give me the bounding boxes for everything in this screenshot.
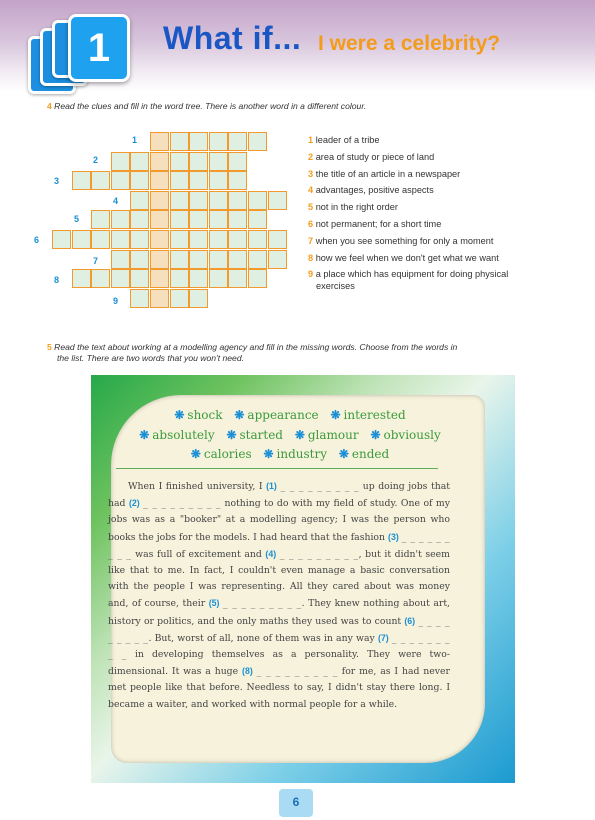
word-tree-cell[interactable] <box>150 230 169 249</box>
word-tree-cell[interactable] <box>268 250 287 269</box>
word-option: ❋ glamour <box>294 427 359 442</box>
instruction-text: Read the clues and fill in the word tree. There is another word in a different colour. <box>54 101 367 111</box>
word-tree-cell[interactable] <box>189 269 208 288</box>
gap-number: (7) <box>377 632 389 643</box>
answer-blank[interactable]: _ _ _ _ _ _ _ _ _ <box>108 632 450 661</box>
word-option: ❋ absolutely <box>139 427 215 442</box>
word-tree-cell[interactable] <box>150 171 169 190</box>
answer-blank[interactable]: _ _ _ _ _ _ _ _ _ <box>223 598 302 610</box>
word-tree-cell[interactable] <box>52 230 71 249</box>
word-list <box>100 406 480 465</box>
star-icon: ❋ <box>370 427 381 442</box>
word-tree-cell[interactable] <box>248 132 267 151</box>
word-tree-cell[interactable] <box>170 132 189 151</box>
word-row <box>100 406 480 426</box>
word-tree-cell[interactable] <box>111 152 130 171</box>
word-tree-cell[interactable] <box>130 171 149 190</box>
word-row <box>100 445 480 465</box>
word-tree-cell[interactable] <box>209 269 228 288</box>
word-tree-cell[interactable] <box>189 210 208 229</box>
word-tree-cell[interactable] <box>111 250 130 269</box>
word-tree-cell[interactable] <box>170 289 189 308</box>
word-tree-cell[interactable] <box>268 230 287 249</box>
word-tree-cell[interactable] <box>209 132 228 151</box>
star-icon: ❋ <box>226 427 237 442</box>
word-tree-cell[interactable] <box>91 269 110 288</box>
star-icon: ❋ <box>174 408 185 422</box>
instruction-text: the list. There are two words that you won't need. <box>57 353 244 363</box>
word-tree-cell[interactable] <box>130 269 149 288</box>
word-row <box>100 426 480 446</box>
exercise4-instruction <box>47 101 366 112</box>
word-tree-cell[interactable] <box>150 289 169 308</box>
word-tree-cell[interactable] <box>111 171 130 190</box>
word-tree-cell[interactable] <box>189 171 208 190</box>
star-icon: ❋ <box>330 408 341 422</box>
clue-item: 3 the title of an article in a newspaper <box>308 168 461 179</box>
star-icon: ❋ <box>139 427 150 442</box>
word-option: ❋ industry <box>263 447 328 461</box>
word-option: ❋ ended <box>338 447 390 461</box>
star-icon: ❋ <box>190 447 201 461</box>
word-tree-cell[interactable] <box>111 269 130 288</box>
clue-item: 1 leader of a tribe <box>308 135 380 145</box>
word-tree-cell[interactable] <box>170 210 189 229</box>
exercise-number: 4 <box>47 101 52 111</box>
word-tree-cell[interactable] <box>228 171 247 190</box>
word-tree-cell[interactable] <box>130 289 149 308</box>
word-tree-cell[interactable] <box>189 132 208 151</box>
word-tree-cell[interactable] <box>248 230 267 249</box>
gap-number: (1) <box>266 481 277 491</box>
word-tree-cell[interactable] <box>189 250 208 269</box>
word-tree-cell[interactable] <box>91 210 110 229</box>
clue-number-label: 1 <box>132 135 138 145</box>
clue-number-label: 8 <box>54 275 60 285</box>
word-tree-cell[interactable] <box>72 230 91 249</box>
page-subtitle: I were a celebrity? <box>318 32 501 55</box>
star-icon: ❋ <box>338 447 349 461</box>
word-tree-cell[interactable] <box>248 269 267 288</box>
clue-number-label: 2 <box>93 155 99 165</box>
word-tree-cell[interactable] <box>111 230 130 249</box>
exercise-number: 5 <box>47 342 52 352</box>
clue-item: 6 not permanent; for a short time <box>308 218 442 229</box>
word-tree-cell[interactable] <box>228 269 247 288</box>
word-tree-cell[interactable] <box>170 191 189 210</box>
clue-number-label: 5 <box>74 214 80 224</box>
word-tree-cell[interactable] <box>209 171 228 190</box>
word-tree-cell[interactable] <box>130 191 149 210</box>
clue-number-label: 6 <box>34 235 40 245</box>
word-tree-cell[interactable] <box>130 152 149 171</box>
page-title: What if... <box>163 20 302 56</box>
word-tree-cell[interactable] <box>209 250 228 269</box>
word-option: ❋ interested <box>330 408 406 422</box>
word-tree-cell[interactable] <box>228 210 247 229</box>
clue-item: 9 a place which has equipment for doing physical exercises <box>308 269 509 292</box>
clue-item: 8 how we feel when we don't get what we want <box>308 252 499 263</box>
word-tree-cell[interactable] <box>72 171 91 190</box>
clue-list <box>308 132 540 292</box>
word-tree-cell[interactable] <box>189 289 208 308</box>
gap-number: (2) <box>128 498 140 509</box>
answer-blank[interactable]: _ _ _ _ _ _ _ _ _ <box>108 531 451 560</box>
word-tree-cell[interactable] <box>228 250 247 269</box>
word-tree-cell[interactable] <box>189 230 208 249</box>
gap-number: (6) <box>404 615 416 626</box>
word-tree-cell[interactable] <box>150 152 169 171</box>
word-option: ❋ shock <box>174 408 223 422</box>
word-tree-cell[interactable] <box>72 269 91 288</box>
reading-text: When I finished university, I (1) _ _ _ _ _ _ _ _ _ up doing jobs that had (2) _ _ _ _ _ _ _ _ _ nothing to do with my field of study. One of my jobs was as a "booker" at a modelling agency; I was the person who books the jobs for the models. I had heard that the fashion (3) _ _ _ _ _ _ _ _ _ was full of excitement and (4) _ _ _ _ _ _ _ _ _, but it didn't seem like that to me. In fact, I couldn't even manage a basic conversation with the people I was representing. All they cared about was money and, of course, their (5) _ _ _ _ _ _ _ _ _. They knew nothing about art, history or politics, and the only maths they used was to count (6) _ _ _ _ _ _ _ _ _. But, worst of all, none of them was in any way (7) _ _ _ _ _ _ _ _ _ in developing themselves as a personality. They were two-dimensional. It was a huge (8) _ _ _ _ _ _ _ _ _ for me, as I had never met people like that before. Needless to say, I didn't stay there long. I became a waiter, and worked with normal people for a while. <box>108 481 451 710</box>
clue-item: 4 advantages, positive aspects <box>308 185 434 196</box>
clue-number-label: 4 <box>113 196 119 206</box>
star-icon: ❋ <box>263 447 274 461</box>
word-option: ❋ calories <box>190 447 252 461</box>
clue-item: 2 area of study or piece of land <box>308 151 435 162</box>
word-tree-cell[interactable] <box>268 191 287 210</box>
word-tree-cell[interactable] <box>170 250 189 269</box>
word-tree-cell[interactable] <box>91 171 110 190</box>
gap-number: (3) <box>388 531 399 542</box>
instruction-text: Read the text about working at a modelling agency and fill in the missing words. Choose from the words in <box>54 342 458 352</box>
word-tree-cell[interactable] <box>111 210 130 229</box>
word-tree-cell[interactable] <box>170 171 189 190</box>
word-tree-cell[interactable] <box>150 250 169 269</box>
word-tree-cell[interactable] <box>150 269 169 288</box>
unit-number-badge: 1 <box>68 14 130 82</box>
clue-number-label: 9 <box>113 296 119 306</box>
word-tree-cell[interactable] <box>189 152 208 171</box>
star-icon: ❋ <box>234 408 245 422</box>
word-tree-cell[interactable] <box>228 191 247 210</box>
clue-item: 7 when you see something for only a moment <box>308 235 494 246</box>
word-tree-cell[interactable] <box>130 230 149 249</box>
word-tree-cell[interactable] <box>209 152 228 171</box>
exercise5-instruction <box>47 342 457 364</box>
word-tree-cell[interactable] <box>209 230 228 249</box>
word-tree-cell[interactable] <box>150 191 169 210</box>
gap-number: (8) <box>242 666 253 677</box>
word-tree-cell[interactable] <box>248 250 267 269</box>
gap-number: (4) <box>265 548 277 559</box>
word-tree-cell[interactable] <box>209 191 228 210</box>
answer-blank[interactable]: _ _ _ _ _ _ _ _ _ <box>256 666 338 678</box>
word-tree-cell[interactable] <box>170 152 189 171</box>
word-tree-cell[interactable] <box>170 230 189 249</box>
word-option: ❋ obviously <box>370 427 441 442</box>
word-tree-cell[interactable] <box>170 269 189 288</box>
clue-number-label: 7 <box>93 256 99 266</box>
word-tree-cell[interactable] <box>91 230 110 249</box>
word-tree-cell[interactable] <box>228 152 247 171</box>
answer-blank[interactable]: _ _ _ _ _ _ _ _ _ <box>143 498 221 510</box>
word-tree-cell[interactable] <box>130 250 149 269</box>
star-icon: ❋ <box>294 427 305 442</box>
gap-number: (5) <box>208 598 220 609</box>
answer-blank[interactable]: _ _ _ _ _ _ _ _ _ <box>280 481 360 492</box>
word-tree-cell[interactable] <box>130 210 149 229</box>
page-number: 6 <box>292 795 300 809</box>
answer-blank[interactable]: _ _ _ _ _ _ _ _ _ <box>279 548 359 560</box>
word-tree-cell[interactable] <box>189 191 208 210</box>
word-tree-cell[interactable] <box>209 210 228 229</box>
answer-blank[interactable]: _ _ _ _ _ _ _ _ _ <box>108 615 450 644</box>
word-tree-cell[interactable] <box>150 132 169 151</box>
word-option: ❋ appearance <box>234 408 319 422</box>
word-tree-cell[interactable] <box>248 191 267 210</box>
clue-item: 5 not in the right order <box>308 202 398 213</box>
clue-number-label: 3 <box>54 176 60 186</box>
word-tree-cell[interactable] <box>150 210 169 229</box>
word-tree-cell[interactable] <box>248 210 267 229</box>
word-option: ❋ started <box>226 427 283 442</box>
word-tree-cell[interactable] <box>228 230 247 249</box>
word-tree-cell[interactable] <box>228 132 247 151</box>
divider-line <box>116 468 438 469</box>
